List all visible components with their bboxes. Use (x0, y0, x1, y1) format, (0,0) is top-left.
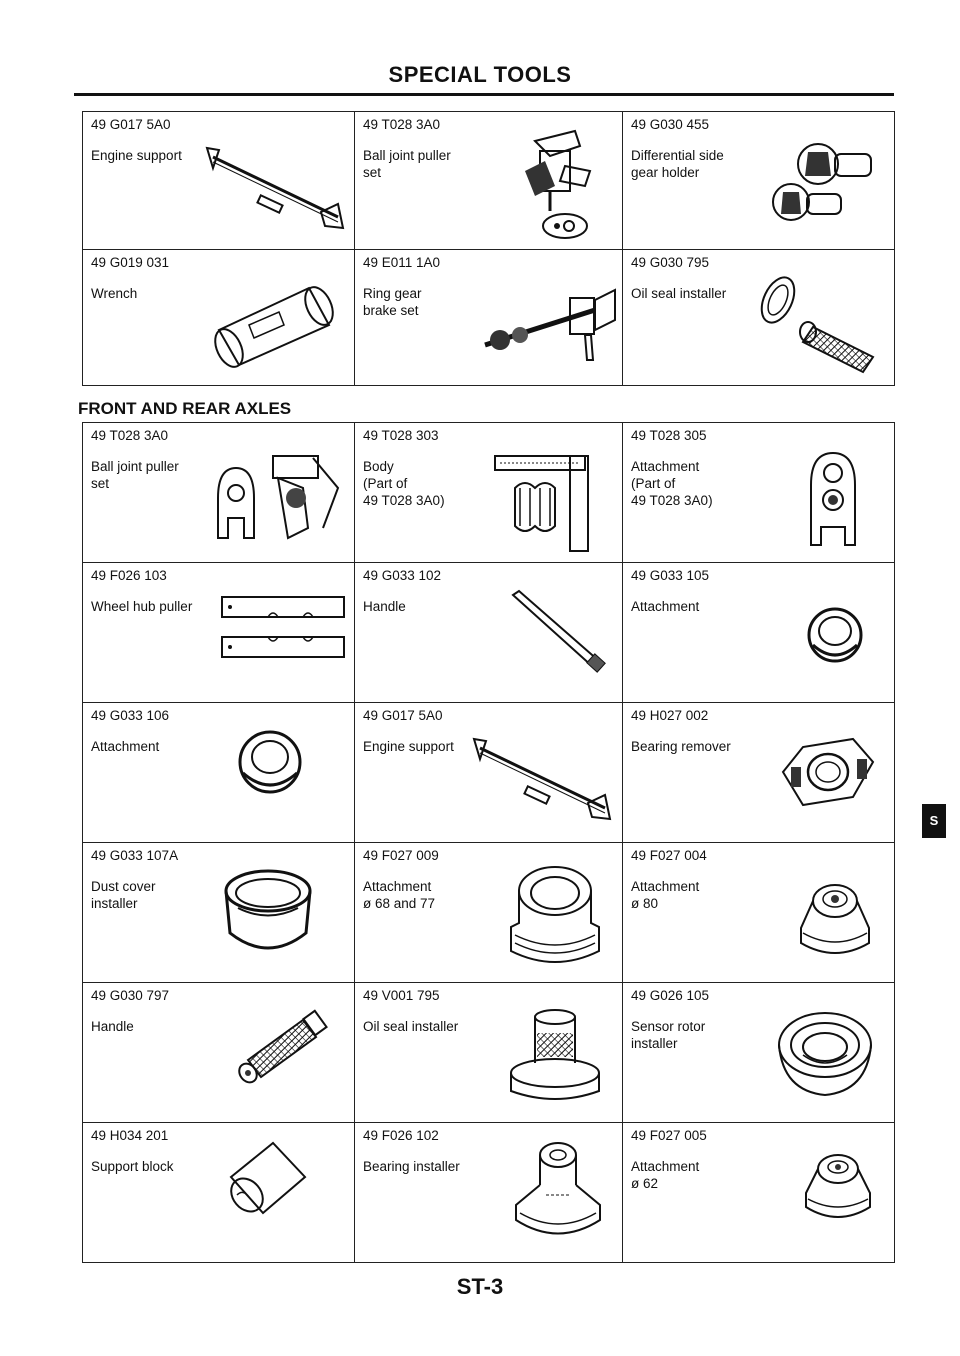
knurled-handle-icon (228, 1005, 328, 1090)
cup-attachment-icon (505, 863, 605, 968)
wrench-icon (209, 270, 349, 370)
ball-joint-puller-icon (505, 126, 615, 246)
tool-name: Handle (91, 1019, 134, 1034)
tool-name: Ball joint puller set (91, 459, 179, 491)
tool-cell (355, 843, 623, 983)
part-number: 49 T028 303 (363, 428, 439, 443)
dust-cover-installer-icon (218, 863, 318, 963)
tool-name: Body (Part of 49 T028 3A0) (363, 459, 445, 508)
tool-name: Dust cover installer (91, 879, 156, 911)
wheel-hub-puller-icon (218, 593, 353, 663)
tool-name: Handle (363, 599, 406, 614)
tool-cell (355, 703, 623, 843)
tool-cell (355, 423, 623, 563)
tool-name: Sensor rotor installer (631, 1019, 706, 1051)
tool-name: Bearing remover (631, 739, 731, 754)
puller-body-icon (475, 448, 615, 558)
tool-name: Engine support (363, 739, 454, 754)
tool-name: Support block (91, 1159, 174, 1174)
tool-name: Attachment (Part of 49 T028 3A0) (631, 459, 713, 508)
special-tools-table (82, 111, 895, 386)
part-number: 49 T028 3A0 (363, 117, 441, 132)
part-number: 49 H034 201 (91, 1128, 169, 1143)
title-rule (74, 93, 894, 96)
part-number: 49 F026 102 (363, 1128, 439, 1143)
tool-cell (83, 423, 355, 563)
cone-attachment-icon (793, 873, 878, 963)
part-number: 49 G033 107A (91, 848, 179, 863)
tool-name: Oil seal installer (363, 1019, 459, 1034)
page-number: ST-3 (456, 1274, 504, 1299)
part-number: 49 E011 1A0 (363, 255, 441, 270)
section-title: FRONT AND REAR AXLES (78, 399, 292, 418)
part-number: 49 G033 105 (631, 568, 710, 583)
tool-cell (355, 563, 623, 703)
tool-cell (83, 703, 355, 843)
part-number: 49 H027 002 (631, 708, 709, 723)
part-number: 49 V001 795 (363, 988, 440, 1003)
part-number: 49 G030 455 (631, 117, 710, 132)
bearing-installer-icon (510, 1135, 605, 1250)
bearing-remover-icon (773, 727, 883, 817)
attachment-icon (803, 445, 863, 555)
tool-cell (355, 983, 623, 1123)
axle-tools-table (82, 422, 895, 1263)
part-number: 49 G033 102 (363, 568, 442, 583)
handle-icon (505, 587, 615, 687)
tool-name: Ring gear brake set (363, 286, 422, 318)
tool-cell (623, 843, 895, 983)
ball-joint-puller-icon (208, 448, 353, 548)
part-number: 49 F027 005 (631, 1128, 707, 1143)
tool-name: Attachment ø 80 (631, 879, 700, 911)
tool-cell (623, 983, 895, 1123)
page-title: SPECIAL TOOLS (388, 62, 572, 87)
tool-name: Bearing installer (363, 1159, 460, 1174)
part-number: 49 G026 105 (631, 988, 710, 1003)
tool-cell (623, 423, 895, 563)
engine-support-icon (203, 142, 353, 232)
section-tab (922, 804, 946, 838)
tool-name: Differential side gear holder (631, 148, 724, 180)
tool-name: Attachment (91, 739, 160, 754)
part-number: 49 F026 103 (91, 568, 167, 583)
tool-cell (83, 1123, 355, 1263)
tool-cell (83, 843, 355, 983)
tool-name: Ball joint puller set (363, 148, 451, 180)
tool-name: Attachment ø 68 and 77 (363, 879, 436, 911)
tool-cell (623, 563, 895, 703)
part-number: 49 G030 797 (91, 988, 170, 1003)
tool-cell (623, 250, 895, 386)
seal-installer-icon (505, 1003, 605, 1113)
part-number: 49 G017 5A0 (363, 708, 443, 723)
support-block-icon (223, 1137, 313, 1232)
tool-cell (83, 112, 355, 250)
part-number: 49 T028 3A0 (91, 428, 169, 443)
tool-cell (83, 563, 355, 703)
part-number: 49 G019 031 (91, 255, 170, 270)
part-number: 49 F027 004 (631, 848, 707, 863)
tool-name: Wrench (91, 286, 138, 301)
tool-name: Attachment ø 62 (631, 1159, 700, 1191)
tool-cell (355, 1123, 623, 1263)
ring-attachment-icon (235, 727, 305, 797)
ring-gear-brake-icon (475, 280, 620, 370)
tool-name: Attachment (631, 599, 700, 614)
part-number: 49 G017 5A0 (91, 117, 171, 132)
tool-name: Wheel hub puller (91, 599, 193, 614)
gear-holder-icon (763, 134, 883, 234)
ring-attachment-icon (803, 603, 867, 667)
tool-name: Oil seal installer (631, 286, 727, 301)
tool-cell (623, 703, 895, 843)
engine-support-icon (470, 733, 620, 823)
part-number: 49 G030 795 (631, 255, 710, 270)
tool-cell (83, 983, 355, 1123)
part-number: 49 F027 009 (363, 848, 439, 863)
tool-cell (355, 250, 623, 386)
tool-name: Engine support (91, 148, 182, 163)
part-number: 49 T028 305 (631, 428, 707, 443)
tool-cell (83, 250, 355, 386)
section-tab-label: S (929, 813, 939, 828)
tool-cell (623, 1123, 895, 1263)
oil-seal-installer-icon (753, 272, 893, 382)
tool-cell (355, 112, 623, 250)
part-number: 49 G033 106 (91, 708, 170, 723)
sensor-rotor-installer-icon (773, 1005, 878, 1105)
tool-cell (623, 112, 895, 250)
cone-attachment-icon (798, 1145, 878, 1227)
